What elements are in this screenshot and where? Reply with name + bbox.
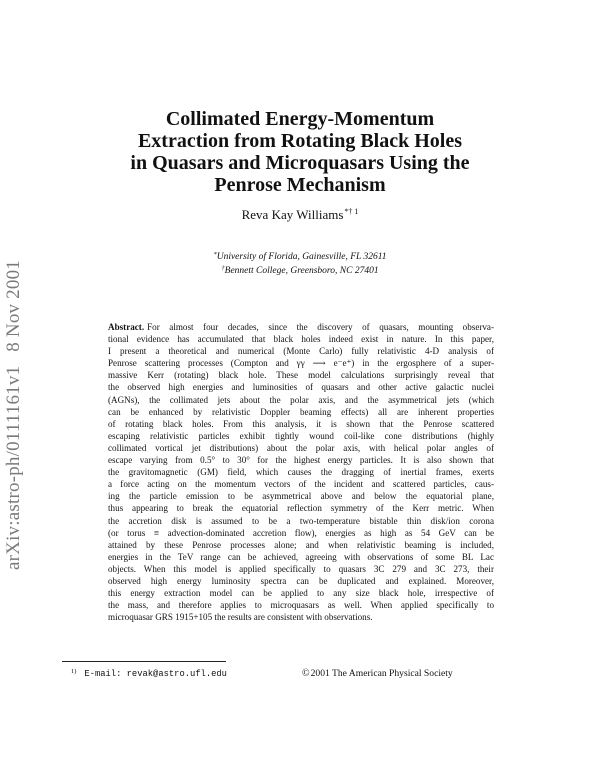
- abstract-line: escaping relativistic particles exhibit tightly wound coil-like cone distributions (highly: [108, 430, 494, 441]
- arxiv-stamp: [3, 260, 25, 570]
- abstract-line: tional evidence has accumulated that black holes indeed exist in nature. In this paper,: [108, 334, 494, 345]
- abstract-line: Penrose scattering processes (Compton and γγ ⟶ e⁻e⁺) in the ergosphere of a super-: [108, 358, 494, 369]
- title-line: in Quasars and Microquasars Using the: [130, 152, 470, 174]
- author: [60, 207, 540, 223]
- abstract-line: a force acting on the momentum vectors of the incident and scattered particles, caus-: [108, 479, 494, 490]
- abstract-line: the gravitomagnetic (GM) field, which causes the dragging of inertial frames, exerts: [108, 467, 494, 478]
- abstract-line: the accretion disk is assumed to be a two-temperature bistable thin disk/ion corona: [108, 515, 494, 526]
- affiliation: [60, 263, 540, 277]
- abstract-line: massive Kerr (rotating) black hole. These model calculations surprisingly reveal that: [108, 370, 494, 381]
- copyright-notice: [302, 668, 453, 679]
- affiliation-text: Bennett College, Greensboro, NC 27401: [224, 266, 379, 276]
- footnote: [71, 668, 227, 679]
- affiliation: [60, 249, 540, 263]
- copyright-icon: ©: [302, 668, 310, 679]
- abstract: [108, 321, 494, 623]
- abstract-line: energies in the TeV range can be achieved, agreeing with observations of some BL Lac: [108, 551, 494, 562]
- footnote-email: E-mail: revak@astro.ufl.edu: [84, 669, 227, 679]
- abstract-line: thus appearing to break the equatorial reflection symmetry of the Kerr metric. When: [108, 503, 494, 514]
- abstract-line: (AGNs), the collimated jets about the polar axis, and the asymmetrical jets (which: [108, 394, 494, 405]
- abstract-line: Abstract. For almost four decades, since the discovery of quasars, mounting observa-: [108, 322, 494, 332]
- title-line: Penrose Mechanism: [214, 174, 386, 196]
- abstract-line: microquasar GRS 1915+105 the results are consistent with observations.: [108, 612, 373, 623]
- affiliations: [60, 249, 540, 277]
- title-line: Extraction from Rotating Black Holes: [137, 130, 463, 152]
- affiliation-mark: †: [221, 265, 225, 272]
- footnote-mark: 1): [71, 668, 77, 675]
- abstract-line: I present a theoretical and numerical (Monte Carlo) fully relativistic 4-D analysis of: [108, 346, 494, 357]
- abstract-line: can be enhanced by relativistic Doppler beaming effects) all are inherent properties: [108, 406, 494, 417]
- footnote-rule: [62, 661, 226, 662]
- abstract-line: of rotating black holes. From this analysis, it is shown that the Penrose scattered: [108, 418, 494, 429]
- abstract-line: observed high energy luminosity spectra can be duplicated and explained. Moreover,: [108, 575, 494, 586]
- abstract-line: this energy extraction model can be applied to any size black hole, irrespective of: [108, 588, 494, 599]
- abstract-line: collimated vortical jet distributions) about the polar axis, with helical polar angles of: [108, 442, 494, 453]
- abstract-line: (or torus ≡ advection-dominated accretion flow), energies as high as 54 GeV can be: [108, 527, 494, 538]
- author-marks: *† 1: [344, 207, 359, 216]
- abstract-line: escape varying from 0.5° to 30° for the highest energy particles. It is also shown that: [108, 455, 494, 466]
- abstract-line: objects. When this model is applied specifically to quasars 3C 279 and 3C 273, their: [108, 563, 494, 574]
- abstract-line: ing the particle emission to be asymmetrical above and below the equatorial plane,: [108, 491, 494, 502]
- author-name: Reva Kay Williams: [241, 207, 344, 222]
- copyright-text: 2001 The American Physical Society: [310, 668, 453, 679]
- affiliation-mark: *: [213, 251, 217, 258]
- abstract-label: Abstract.: [108, 322, 145, 332]
- title-line: Collimated Energy-Momentum: [165, 108, 435, 130]
- abstract-line: the mass, and therefore applies to microquasars as well. When applied specifically to: [108, 600, 494, 611]
- arxiv-date: 8 Nov 2001: [3, 260, 24, 352]
- affiliation-text: University of Florida, Gainesville, FL 32611: [216, 252, 387, 262]
- paper-title: [60, 108, 540, 196]
- abstract-line: attained by these Penrose processes alone; and when relativistic beaming is included,: [108, 539, 494, 550]
- arxiv-identifier: arXiv:astro-ph/0111161v1: [3, 365, 24, 570]
- abstract-line: the observed high energies and luminosities of quasars and other active galactic nuclei: [108, 382, 494, 393]
